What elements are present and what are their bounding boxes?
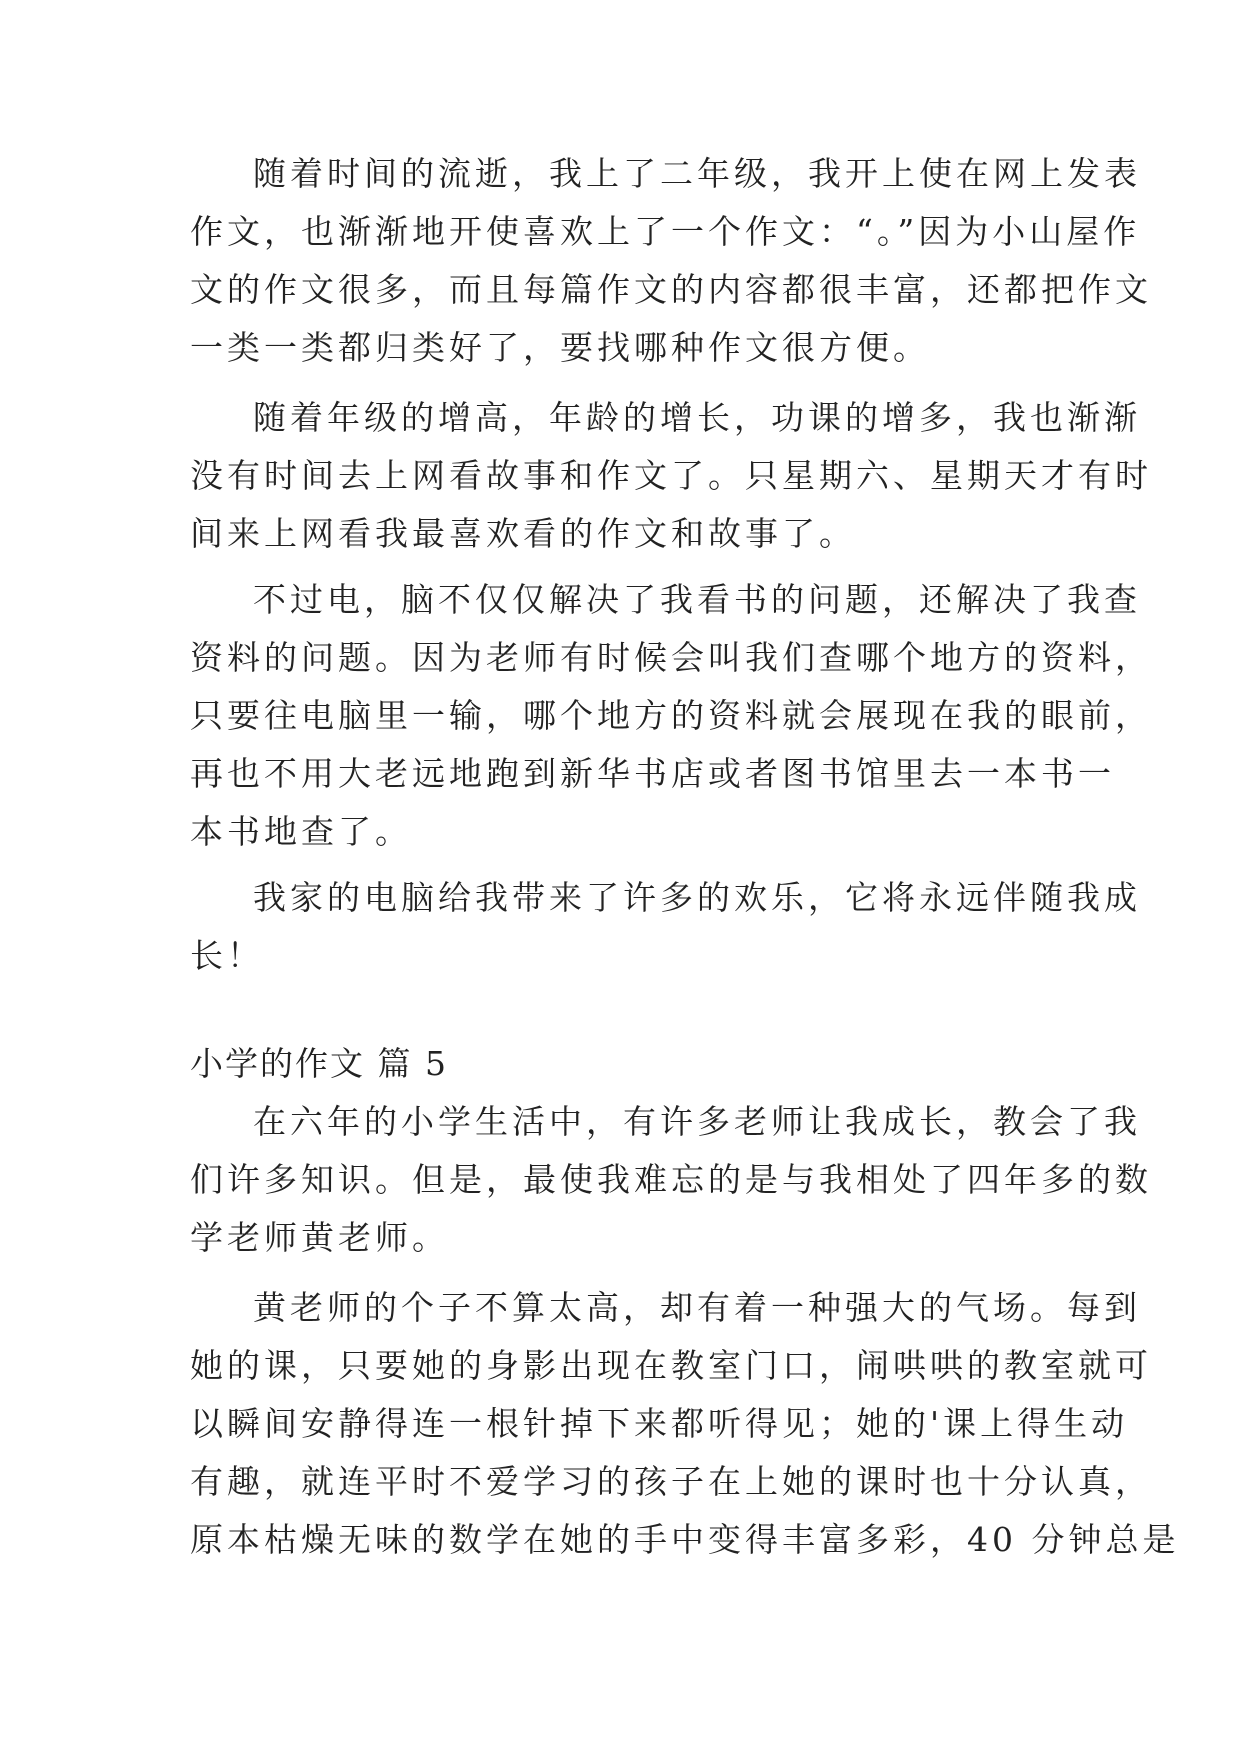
paragraph-line: 资料的问题。因为老师有时候会叫我们查哪个地方的资料， [190,638,1152,677]
paragraph-line: 随着时间的流逝，我上了二年级，我开上使在网上发表 [253,154,1141,193]
paragraph-line: 没有时间去上网看故事和作文了。只星期六、星期天才有时 [190,456,1152,495]
paragraph-line: 有趣，就连平时不爱学习的孩子在上她的课时也十分认真， [190,1462,1152,1501]
paragraph-line: 长！ [190,936,264,975]
paragraph-line: 们许多知识。但是，最使我难忘的是与我相处了四年多的数 [190,1160,1152,1199]
paragraph-line: 学老师黄老师。 [190,1218,449,1257]
paragraph-line: 文的作文很多，而且每篇作文的内容都很丰富，还都把作文 [190,270,1152,309]
paragraph-line: 作文，也渐渐地开使喜欢上了一个作文：“。”因为小山屋作 [190,212,1141,251]
paragraph-line: 原本枯燥无味的数学在她的手中变得丰富多彩，40 分钟总是 [190,1520,1180,1559]
paragraph-line: 以瞬间安静得连一根针掉下来都听得见；她的'课上得生动 [190,1404,1129,1443]
paragraph-line: 黄老师的个子不算太高，却有着一种强大的气场。每到 [253,1288,1141,1327]
paragraph-line: 间来上网看我最喜欢看的作文和故事了。 [190,514,856,553]
paragraph-line: 在六年的小学生活中，有许多老师让我成长，教会了我 [253,1102,1141,1141]
paragraph-line: 不过电，脑不仅仅解决了我看书的问题，还解决了我查 [253,580,1141,619]
paragraph-line: 随着年级的增高，年龄的增长，功课的增多，我也渐渐 [253,398,1141,437]
paragraph-line: 她的课，只要她的身影出现在教室门口，闹哄哄的教室就可 [190,1346,1152,1385]
section-heading: 小学的作文 篇 5 [190,1044,448,1083]
paragraph-line: 只要往电脑里一输，哪个地方的资料就会展现在我的眼前， [190,696,1152,735]
paragraph-line: 我家的电脑给我带来了许多的欢乐，它将永远伴随我成 [253,878,1141,917]
paragraph-line: 一类一类都归类好了，要找哪种作文很方便。 [190,328,930,367]
paragraph-line: 本书地查了。 [190,812,412,851]
paragraph-line: 再也不用大老远地跑到新华书店或者图书馆里去一本书一 [190,754,1115,793]
